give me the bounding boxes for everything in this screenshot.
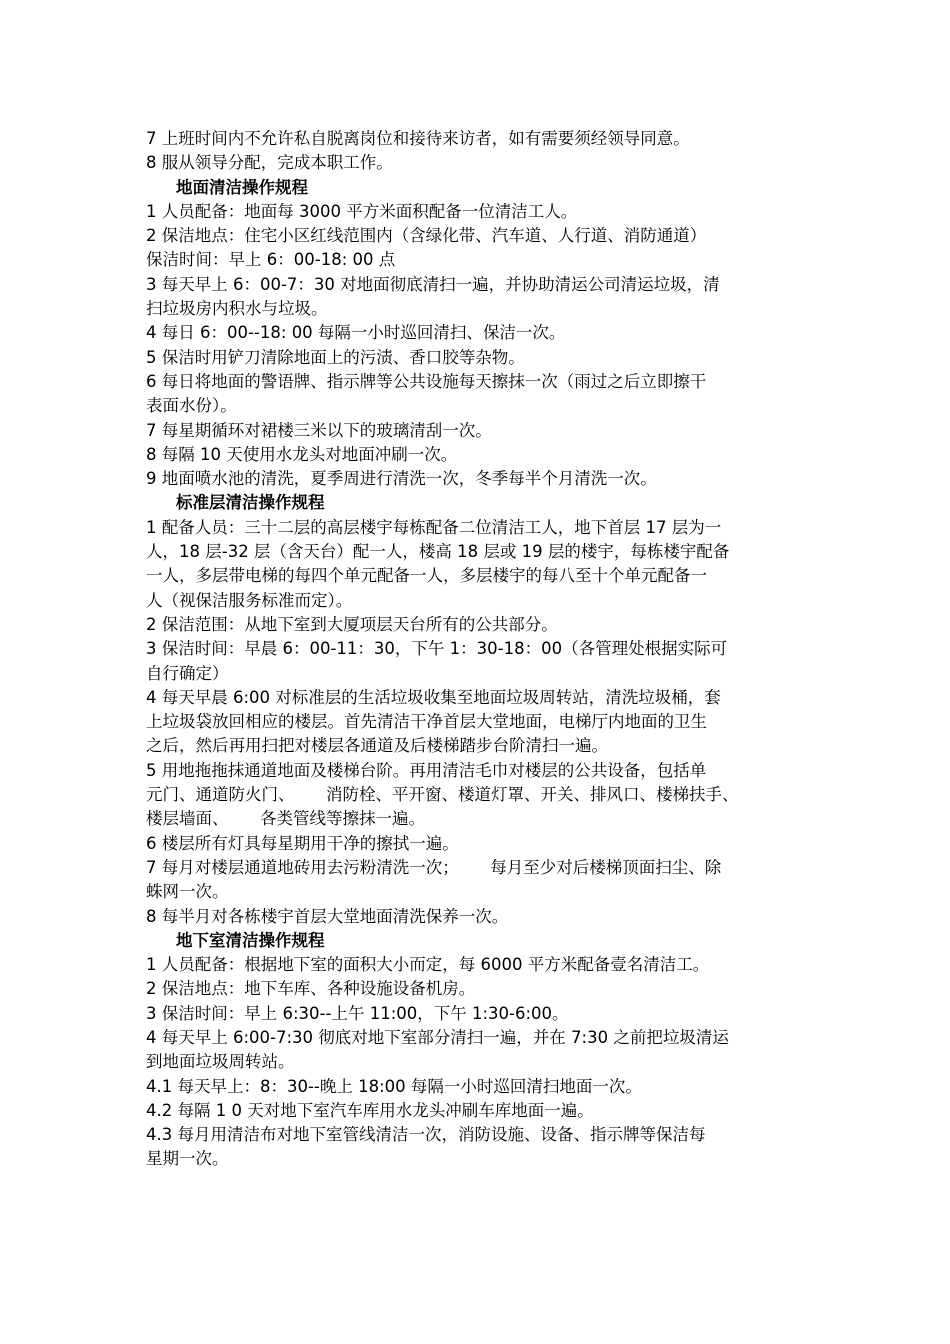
text-line: 4 每天早晨 6:00 对标准层的生活垃圾收集至地面垃圾周转站，清洗垃圾桶，套	[146, 687, 721, 707]
text-line: 上垃圾袋放回相应的楼层。首先清洁干净首层大堂地面，电梯厅内地面的卫生	[146, 712, 707, 732]
document-body	[146, 127, 826, 1172]
text-line: 星期一次。	[146, 1149, 229, 1169]
text-line: 7 每月对楼层通道地砖用去污粉清洗一次； 每月至少对后楼梯顶面扫尘、除	[146, 857, 722, 877]
text-line: 7 每星期循环对裙楼三米以下的玻璃清刮一次。	[146, 420, 492, 440]
text-line: 到地面垃圾周转站。	[146, 1052, 295, 1072]
text-line: 人（视保洁服务标准而定）。	[146, 590, 353, 610]
section-heading: 标准层清洁操作规程	[176, 493, 325, 513]
text-line: 自行确定）	[146, 663, 229, 683]
text-line: 5 用地拖拖抹通道地面及楼梯台阶。再用清洁毛巾对楼层的公共设备，包括单	[146, 760, 707, 780]
text-line: 2 保洁范围：从地下室到大厦项层天台所有的公共部分。	[146, 614, 558, 634]
text-line: 1 人员配备：地面每 3000 平方米面积配备一位清洁工人。	[146, 201, 578, 221]
text-line: 4 每日 6：00--18: 00 每隔一小时巡回清扫、保洁一次。	[146, 323, 566, 343]
text-line: 元门、通道防火门、 消防栓、平开窗、楼道灯罩、开关、排风口、楼梯扶手、	[146, 785, 739, 805]
text-line: 8 服从领导分配，完成本职工作。	[146, 153, 393, 173]
text-line: 3 保洁时间：早上 6:30--上午 11:00，下午 1:30-6:00。	[146, 1003, 569, 1023]
text-line: 一人，多层带电梯的每四个单元配备一人，多层楼宇的每八至十个单元配备一	[146, 566, 707, 586]
text-line: 4.2 每隔 1 0 天对地下室汽车库用水龙头冲刷车库地面一遍。	[146, 1100, 594, 1120]
section-heading: 地面清洁操作规程	[176, 177, 308, 197]
text-line: 保洁时间：早上 6：00-18: 00 点	[146, 250, 396, 270]
text-line: 7 上班时间内不允许私自脱离岗位和接待来访者，如有需要须经领导同意。	[146, 129, 690, 148]
text-line: 8 每隔 10 天使用水龙头对地面冲刷一次。	[146, 444, 458, 464]
text-line: 之后，然后再用扫把对楼层各通道及后楼梯踏步台阶清扫一遍。	[146, 736, 608, 756]
text-line: 蛛网一次。	[146, 882, 229, 902]
text-line: 1 配备人员：三十二层的高层楼宇每栋配备二位清洁工人，地下首层 17 层为一	[146, 517, 722, 537]
text-line: 2 保洁地点：住宅小区红线范围内（含绿化带、汽车道、人行道、消防通道）	[146, 226, 707, 246]
text-line: 2 保洁地点：地下车库、各种设施设备机房。	[146, 979, 476, 999]
text-line: 表面水份）。	[146, 396, 237, 416]
text-line: 1 人员配备：根据地下室的面积大小而定，每 6000 平方米配备壹名清洁工。	[146, 955, 710, 975]
text-line: 扫垃圾房内积水与垃圾。	[146, 299, 328, 319]
text-line: 6 每日将地面的警语牌、指示牌等公共设施每天擦抹一次（雨过之后立即擦干	[146, 371, 707, 391]
text-line: 5 保洁时用铲刀清除地面上的污渍、香口胶等杂物。	[146, 347, 525, 367]
text-line: 6 楼层所有灯具每星期用干净的擦拭一遍。	[146, 833, 459, 853]
text-line: 4 每天早上 6:00-7:30 彻底对地下室部分清扫一遍，并在 7:30 之前把垃圾清运	[146, 1027, 729, 1047]
text-line: 人，18 层-32 层（含天台）配一人，楼高 18 层或 19 层的楼宇，每栋楼宇配备	[146, 542, 730, 562]
section-heading: 地下室清洁操作规程	[176, 930, 325, 950]
text-line: 4.3 每月用清洁布对地下室管线清洁一次，消防设施、设备、指示牌等保洁每	[146, 1125, 706, 1145]
text-line: 8 每半月对各栋楼宇首层大堂地面清洗保养一次。	[146, 906, 509, 926]
text-line: 9 地面喷水池的清洗，夏季周进行清洗一次，冬季每半个月清洗一次。	[146, 469, 657, 489]
text-line: 3 保洁时间：早晨 6：00-11：30，下午 1：30-18：00（各管理处根据实际可	[146, 639, 728, 659]
text-line: 楼层墙面、 各类管线等擦抹一遍。	[146, 809, 425, 829]
text-line: 3 每天早上 6：00-7：30 对地面彻底清扫一遍，并协助清运公司清运垃圾，清	[146, 274, 720, 294]
text-line: 4.1 每天早上：8：30--晚上 18:00 每隔一小时巡回清扫地面一次。	[146, 1076, 642, 1096]
